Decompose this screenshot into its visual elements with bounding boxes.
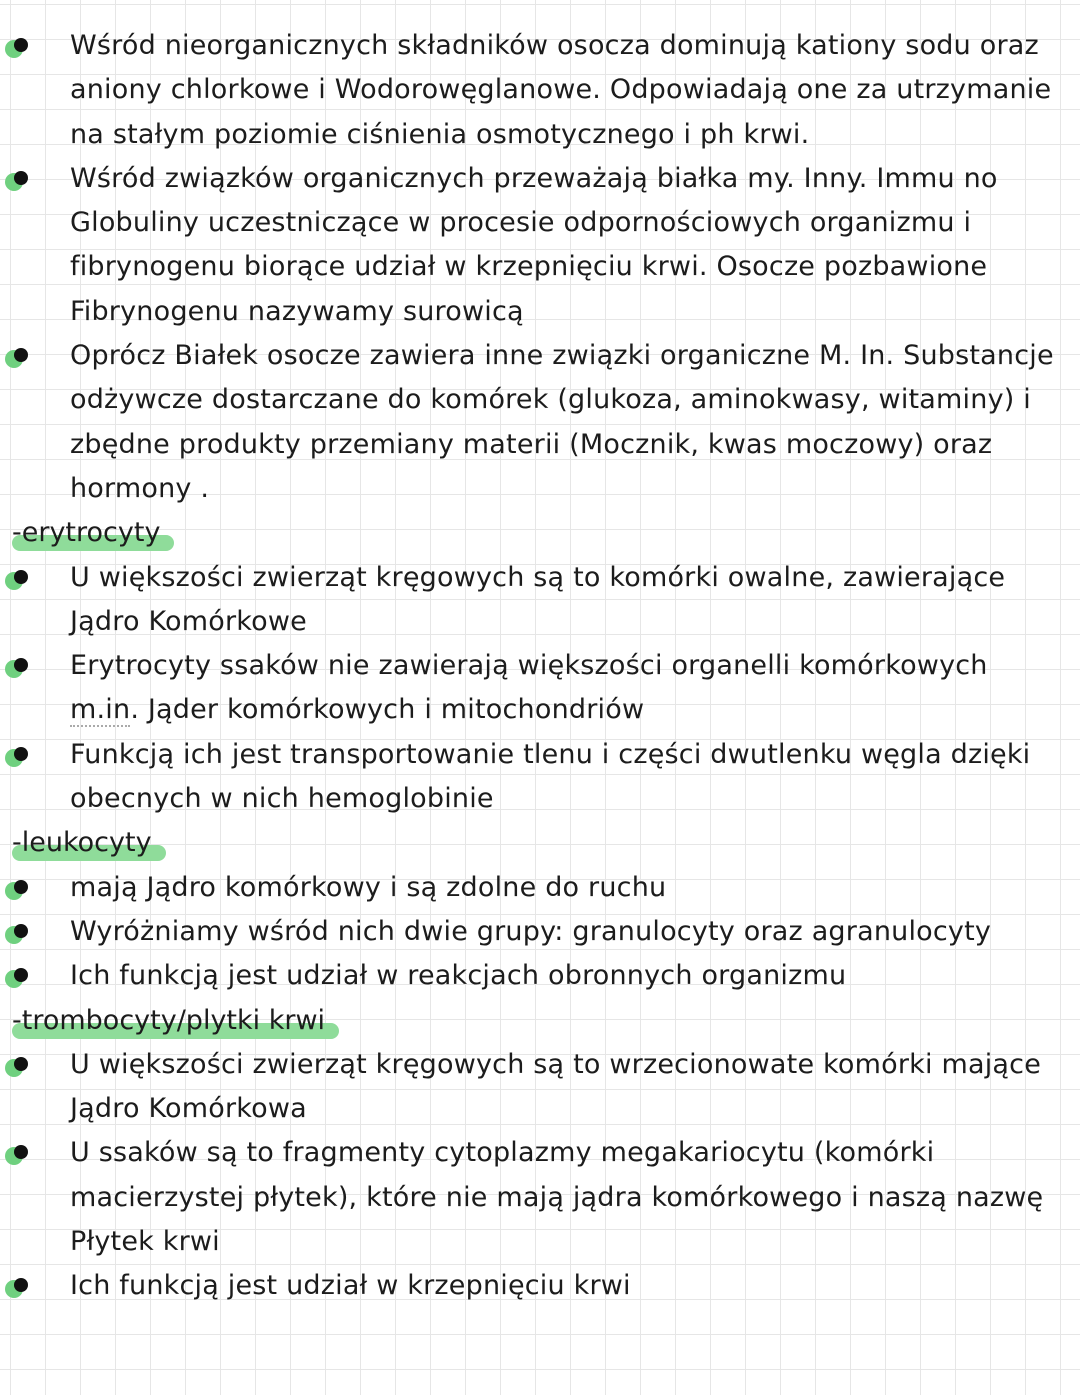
bullet-dot-icon	[14, 968, 28, 982]
bullet-dot-icon	[14, 38, 28, 52]
erythrocytes-bullet-1	[0, 556, 1080, 645]
bullet-dot-icon	[14, 1278, 28, 1292]
erythrocytes-bullet-3	[0, 733, 1080, 822]
heading-text: -leukocyty	[12, 821, 166, 865]
bullet-text-rest: . Jąder komórkowych i mitochondriów	[130, 694, 645, 726]
plasma-organic-bullet	[0, 157, 1080, 334]
bullet-text: Oprócz Białek osocze zawiera inne związki organiczne M. In. Substancje odżywcze dostarczane do komórek (glukoza, aminokwasy, witaminy) i zbędne produkty przemiany materii (Mocznik, kwas moczowy) oraz hormony .	[70, 340, 1054, 504]
bullet-text: Funkcją ich jest transportowanie tlenu i części dwutlenku węgla dzięki obecnych w nich hemoglobinie	[70, 738, 1031, 815]
erythrocytes-bullet-2	[0, 644, 1080, 733]
leukocytes-heading	[0, 821, 1080, 865]
bullet-dot-icon	[14, 348, 28, 362]
bullet-dot-icon	[14, 747, 28, 761]
bullet-text: U większości zwierząt kręgowych są to komórki owalne, zawierające Jądro Komórkowe	[70, 561, 1006, 637]
bullet-text: Wśród związków organicznych przeważają białka my. Inny. Immu no Globuliny uczestniczące w procesie odpornościowych organizmu i fibrynogenu biorące udział w krzepnięciu krwi. Osocze pozbawione Fibrynogenu nazywamy surowicą	[70, 162, 998, 327]
plasma-other-bullet	[0, 334, 1080, 511]
bullet-dot-icon	[14, 658, 28, 672]
thrombocytes-heading	[0, 999, 1080, 1043]
bullet-dot-icon	[14, 924, 28, 938]
bullet-text: Wśród nieorganicznych składników osocza dominują kationy sodu oraz aniony chlorkowe i Wodorowęglanowe. Odpowiadają one za utrzymanie na stałym poziomie ciśnienia osmotycznego i ph krwi.	[70, 30, 1052, 150]
abbreviation: m.in	[70, 694, 131, 726]
bullet-text: U ssaków są to fragmenty cytoplazmy megakariocytu (komórki macierzystej płytek), które nie mają jądra komórkowego i naszą nazwę Płytek krwi	[70, 1137, 1044, 1258]
bullet-dot-icon	[14, 880, 28, 894]
bullet-dot-icon	[14, 171, 28, 185]
bullet-text: Ich funkcją jest udział w krzepnięciu krwi	[70, 1270, 631, 1302]
bullet-text: Erytrocyty ssaków nie zawierają większości organelli komórkowych	[70, 650, 988, 682]
erythrocytes-heading	[0, 511, 1080, 555]
bullet-text: mają Jądro komórkowy i są zdolne do ruchu	[70, 871, 667, 903]
notes-page	[0, 24, 1080, 1309]
thrombocytes-bullet-2	[0, 1131, 1080, 1264]
bullet-dot-icon	[14, 570, 28, 584]
plasma-inorganic-bullet	[0, 24, 1080, 157]
leukocytes-bullet-2	[0, 910, 1080, 954]
leukocytes-bullet-1	[0, 866, 1080, 910]
bullet-text: U większości zwierząt kręgowych są to wrzecionowate komórki mające Jądro Komórkowa	[70, 1048, 1042, 1125]
bullet-text: Ich funkcją jest udział w reakcjach obronnych organizmu	[70, 960, 847, 992]
thrombocytes-bullet-1	[0, 1043, 1080, 1132]
thrombocytes-bullet-3	[0, 1264, 1080, 1308]
heading-text: -trombocyty/plytki krwi	[12, 999, 339, 1043]
bullet-dot-icon	[14, 1145, 28, 1159]
bullet-text: Wyróżniamy wśród nich dwie grupy: granulocyty oraz agranulocyty	[70, 915, 992, 947]
leukocytes-bullet-3	[0, 954, 1080, 998]
bullet-dot-icon	[14, 1057, 28, 1071]
heading-text: -erytrocyty	[12, 511, 174, 555]
